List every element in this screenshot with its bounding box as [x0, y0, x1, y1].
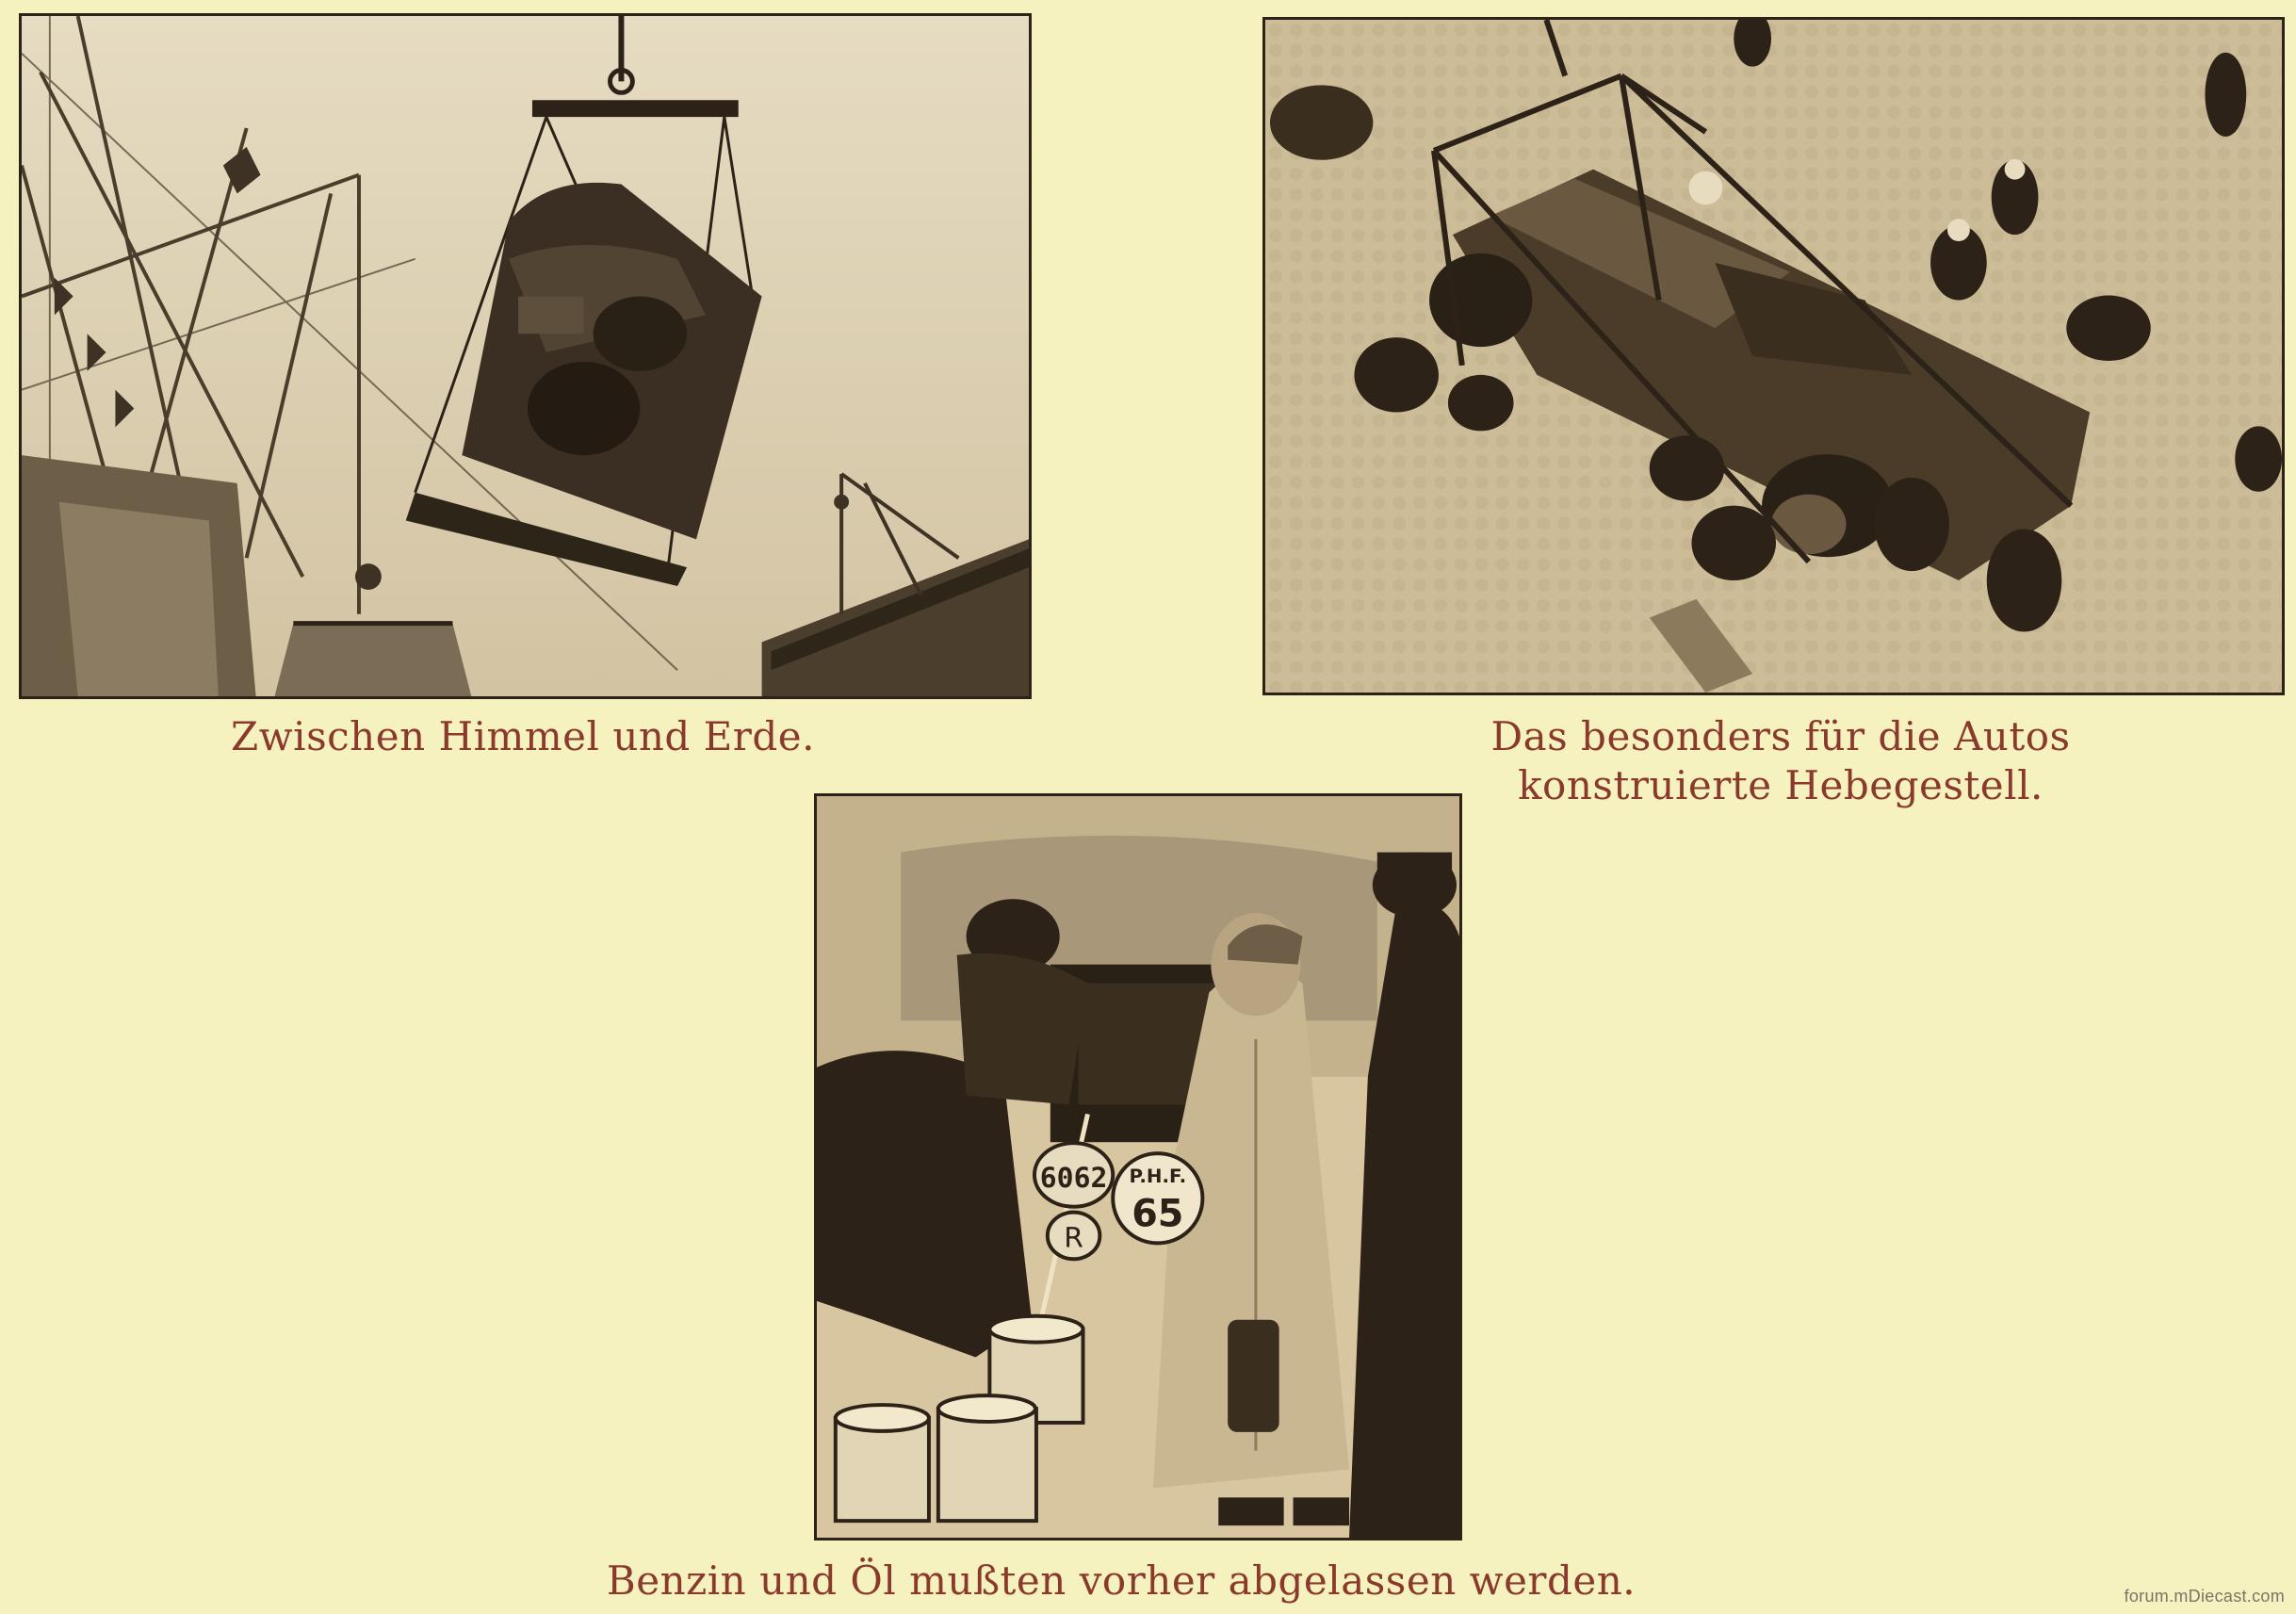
crane-lift-illustration	[22, 16, 1029, 696]
photo-lifting-rig	[1262, 17, 2285, 695]
plate-right-top: P.H.F.	[1129, 1165, 1187, 1187]
lifting-rig-illustration	[1265, 20, 2282, 693]
photo-crane-lift	[19, 13, 1032, 699]
plate-right-bottom: 65	[1132, 1192, 1184, 1236]
caption-fuel-draining: Benzin und Öl mußten vorher abgelassen werden.	[606, 1557, 1637, 1604]
photo-fuel-draining	[814, 793, 1462, 1541]
watermark-text: forum.mDiecast.com	[2124, 1587, 2285, 1606]
caption-lifting-rig	[1404, 712, 2158, 810]
caption-crane-lift: Zwischen Himmel und Erde.	[231, 713, 815, 759]
caption-lifting-rig-line-1: Das besonders für die Autos	[1490, 713, 2071, 759]
plate-left-top: 6062	[1039, 1161, 1108, 1195]
fuel-draining-illustration	[817, 796, 1459, 1538]
caption-lifting-rig-line-2: konstruierte Hebegestell.	[1518, 762, 2044, 808]
plate-left-bottom: R	[1064, 1221, 1083, 1255]
